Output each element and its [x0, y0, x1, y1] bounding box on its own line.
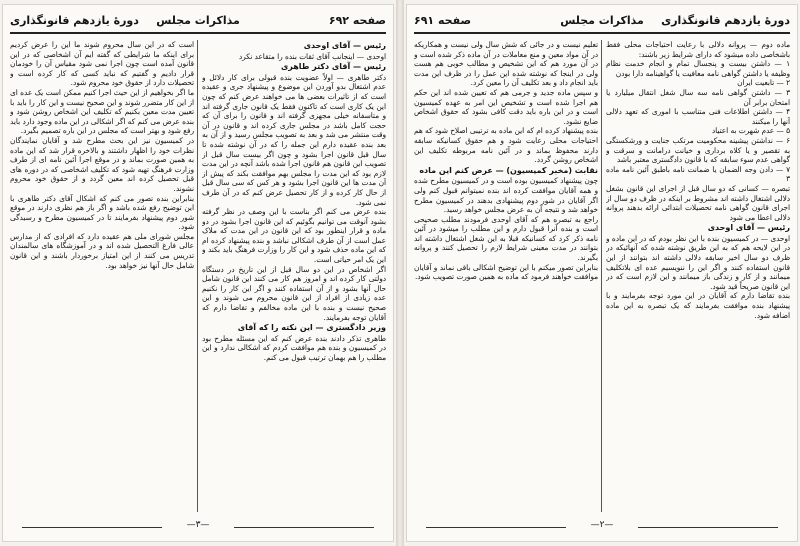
- columns: [10, 40, 386, 512]
- footer-rule: [638, 527, 778, 528]
- header-rule: [414, 32, 790, 34]
- column-divider: [197, 40, 198, 512]
- paragraph: اوحدی — در کمیسیون بنده با این نظر بودم که در این ماده و در این لایحه هم که به این طریق نوشته شده که آنهائیکه در ظرف دو سال اخیر سابقه دلالی داشته اند بتوانند از این قانون استفاده کنند و اگر این را ننویسیم عده ای بلاتکلیف میمانند و از کار و زندگی باز میمانند و این لازم است که در این قانون صریحاً قید شود.: [606, 233, 790, 291]
- speaker-heading: رئیس — آقای دکتر طاهری: [280, 62, 386, 72]
- paragraph: تعلیم نیست و در جائی که شش سال ولی نیست و همکاریکه در آن مواد معین و منع معاملات در آن ماده ذکر شده است و در آن مورد هم که این تشخیص و مطالب خوبی هم هست ولی در اینجا که نوشته شده این عمل را در ظرف این مدت باید انجام داد و بعد تکلیف آن را معین کرد.: [414, 40, 598, 88]
- page-footer: [2, 520, 394, 534]
- column-divider: [601, 40, 602, 512]
- paragraph: ۷ — دادن وجه الضمان یا ضمانت نامه باطبق آئین نامه ماده ۳: [606, 164, 790, 184]
- page-number: صفحه ۶۹۲: [328, 14, 386, 27]
- footer-rule: [234, 527, 374, 528]
- paragraph: ماده دوم — پروانه دلالی با رعایت احتیاجات محلی فقط باشخاصی داده میشود که دارای شرایط زیر باشند:: [606, 40, 790, 59]
- session-title: دورهٔ یازدهم قانونگذاری: [10, 14, 139, 27]
- paragraph: بنده تقاضا دارم که آقایان در این مورد توجه بفرمایند و با پیشنهاد بنده موافقت بفرمایند که یک تبصره به این ماده اضافه شود.: [606, 291, 790, 320]
- paragraph: اوحدی — اینجانب آقای ثقات بنده را متقاعد نکرد: [238, 51, 386, 61]
- column-left: [414, 40, 598, 512]
- columns: [414, 40, 790, 512]
- paragraph: تبصره — کسانی که دو سال قبل از اجرای این قانون بشغل دلالی اشتغال داشته اند مشروط بر اینکه در ظرف دو سال از اجرای قانون گواهی نامه تحصیلات ابتدائی ارائه بدهند پروانه دلالی اعطا می شود: [606, 183, 790, 222]
- section-title: مذاکرات مجلس: [156, 14, 240, 27]
- paragraph: ۵ — عدم شهرت به اعتیاد: [711, 126, 790, 136]
- page-number: صفحه ۶۹۱: [414, 14, 472, 27]
- paragraph: ما اگر بخواهیم از این حیث اجرا کنیم ممکن است یک عده ای از این کار متضرر شوند و این صحیح نیست و این کار را باید با تعیین مدت معین بکنیم که تکلیف این اشخاص روشن شود و بنده عرض می کنم که اگر اشکالی در این ماده وجود دارد باید رفع شود و بهتر است که مجلس در این باره تصمیم بگیرد.: [10, 87, 194, 136]
- footer-page-number: —۲—: [590, 520, 614, 530]
- paragraph: ۲ — تابعیت ایران: [737, 78, 790, 88]
- column-left: [10, 40, 194, 512]
- paragraph: ۳ — داشتن گواهی نامه سه سال شغل انتقال میلیارد یا امتحان برابر آن: [606, 87, 790, 107]
- page-header: [414, 12, 790, 34]
- paragraph: ۱ — داشتن بیست و پنجسال تمام و انجام خدمت نظام وظیفه یا داشتن گواهی نامه معافیت یا گواهینامه دارا بودن: [606, 59, 790, 78]
- paragraph: بنده عرض می کنم اگر بناست با این وصف در نظر گرفته بشود آنوقت می توانیم بگوئیم که این قانون اجرا بشود در دو ماده و قرار اینطور بود که این قانون در این مدت که ملاک عمل است از آن طرف اشکالی نباشد و بنده پیشنهاد کرده ام که این ماده حذف شود و این کار را وزارت فرهنگ باید بکند و این یک امر حیاتی است.: [202, 207, 386, 265]
- paragraph: ۶ — نداشتن پیشینه محکومیت مرتکب جنایت و ورشکستگی به تقصیر و یا کلاه برداری و خیانت درامانت و سرقت و گواهی عدم سوء سابقه که با قانون دادگستری معتبر باشد: [606, 135, 790, 165]
- section-title: مذاکرات مجلس: [560, 14, 644, 27]
- paragraph: بنابراین بنده تصور می کنم که اشکال آقای دکتر طاهری با این توضیح رفع شده باشد و اگر باز هم نظری دارند در موقع شور دوم پیشنهاد بفرمایند تا در کمیسیون مطرح و رسیدگی شود.: [10, 193, 194, 232]
- session-title: دورهٔ یازدهم قانونگذاری: [661, 14, 790, 27]
- page-footer: [406, 520, 798, 534]
- paragraph: مجلس شورای ملی هم عقیده دارد که افرادی که از مدارس عالی فارغ التحصیل شده اند و در آموزشگاه های سالمندان تدریس می کنند از این امتیاز برخوردار باشند و این قانون شامل حال آنها نیز خواهد بود.: [10, 231, 194, 270]
- header-rule: [10, 32, 386, 34]
- column-right: [202, 40, 386, 512]
- paragraph: است که در این سال محروم شوند ما این را عرض کردیم برای اینکه ما شرایطی که گفته ایم آن اشخاصی که در این قانون آمده است چون اجرا نمی شود مقیاس آن را خودمان قرار دادیم و گفتیم که نباید کسی که کار کرده است و تحصیلات دارد از حقوق خود محروم شود.: [10, 40, 194, 88]
- paragraph: دکتر طاهری — اولاً عضویت بنده قبولی برای کار دلائل و عدم اشتغال بدو آوردن این موضوع و پیشنهاد جری و عقیده است که از تاثیرات بعضی ها می خواهند عرض کنم که چون این یک کاری است که تاکنون فقط یک قانون جاری گرفته اند و متاسفانه خیلی مجهزی گرفته اند و قانون را برای آن که حجت کامل باشد در مجلس جاری کرده اند و قانون در آن وقت منتشر می شد و بعد به تصویب مجلس رسید و از آن به بعد بنده عقیده دارم این جمله را که در آن نوشته شده تا سال قبل قانون اجرا بشود و چون اگر بیست سال قبل از تصویب این قانون هم قانون اجرا شده باشد آنچه در این مدت لازم بود که این مدت را مجلس بهم موافقت بکند که پیش از آن مدت ها این قانون اجرا بشود و هر کس که سی سال قبل از حال کار کرده و از کار تحصیل عرض کنم که در آن طرف نمی شود.: [202, 72, 386, 207]
- page-691: [406, 4, 798, 542]
- footer-page-number: —۳—: [186, 520, 210, 530]
- paragraph: و سپس ماده جدید و جرمی هم که تعیین شده اند این حکم هم اجرا شده است و تشخیص این امر به عهده کمیسیون است و در این باره باید دقت کافی بشود که حقوق اشخاص ضایع نشود.: [414, 87, 598, 126]
- book-gutter: [396, 0, 404, 546]
- paragraph: اگر اشخاص در این دو سال قبل از این تاریخ در دستگاه دولتی کار کرده اند و امروز هم کار می کنند این قانون شامل حال آنها بشود و از آن استفاده کنند و اگر این کار را نکنیم عده زیادی از افراد از این قانون محروم می شوند و این صحیح نیست و بنده با این ماده مخالفم و تقاضا دارم که آقایان توجه بفرمایند.: [202, 264, 386, 322]
- paragraph: راجع به تبصره هم که آقای اوحدی فرمودند مطلب صحیحی است و بنده آنرا قبول دارم و این مطلب را میشود در آئین نامه ذکر کرد که کسانیکه قبلا به این شغل اشتغال داشته اند بتوانند در مدت معینی شرایط لازم را تحصیل کنند و پروانه بگیرند.: [414, 214, 598, 263]
- paragraph: بنده پیشنهاد کرده ام که این ماده به ترتیبی اصلاح شود که هم احتیاجات محلی رعایت شود و هم حقوق کسانیکه سابقه دارند محفوظ بماند و در آئین نامه مربوطه تکلیف این اشخاص روشن گردد.: [414, 126, 598, 165]
- paragraph: طاهری تذکر دادند بنده عرض کنم که این مسئله مطرح بود در کمیسیون و بنده هم موافقت کردم که اشکالی ندارد و این مطلب را هم بهمان ترتیب قبول می کنم.: [202, 333, 386, 362]
- page-692: [2, 4, 394, 542]
- paragraph: بنابراین تصور میکنم با این توضیح اشکالی باقی نماند و آقایان موافقت خواهند فرمود که ماده به همین صورت تصویب شود.: [414, 262, 598, 282]
- paragraph: در کمیسیون نیز این بحث مطرح شد و آقایان نمایندگان نظرات خود را اظهار داشتند و بالاخره قرار شد که این ماده به همین صورت بماند و در موقع اجرا آئین نامه ای از طرف وزارت فرهنگ تهیه شود که تکلیف اشخاصی که در دوره های قبل تحصیل کرده اند معین گردد و از حقوق خود محروم نشوند.: [10, 135, 194, 193]
- speaker-heading: رئیس — آقای اوحدی: [707, 223, 790, 233]
- footer-rule: [22, 527, 162, 528]
- footer-rule: [426, 527, 566, 528]
- paragraph: چون پیشنهاد کمیسیون بوده است و در کمیسیون مطرح شده و همه آقایان موافقت کرده اند بنده نمیتوانم قبول کنم ولی اگر آقایان در شور دوم پیشنهادی بدهند در کمیسیون مطرح خواهد شد و نتیجه آن به عرض مجلس خواهد رسید.: [414, 176, 598, 215]
- page-header: [10, 12, 386, 34]
- speaker-heading: رئیس — آقای اوحدی: [303, 41, 386, 50]
- paragraph: ۴ — داشتن اطلاعات فنی متناسب با اموری که تعهد دلالی آنها را میکنند: [606, 107, 790, 126]
- column-right: [606, 40, 790, 512]
- speaker-heading: نقابت (مخبر کمیسیون) — عرض کنم این ماده: [419, 165, 598, 175]
- speaker-heading: وزیر دادگستری — این نکته را که آقای: [237, 323, 386, 333]
